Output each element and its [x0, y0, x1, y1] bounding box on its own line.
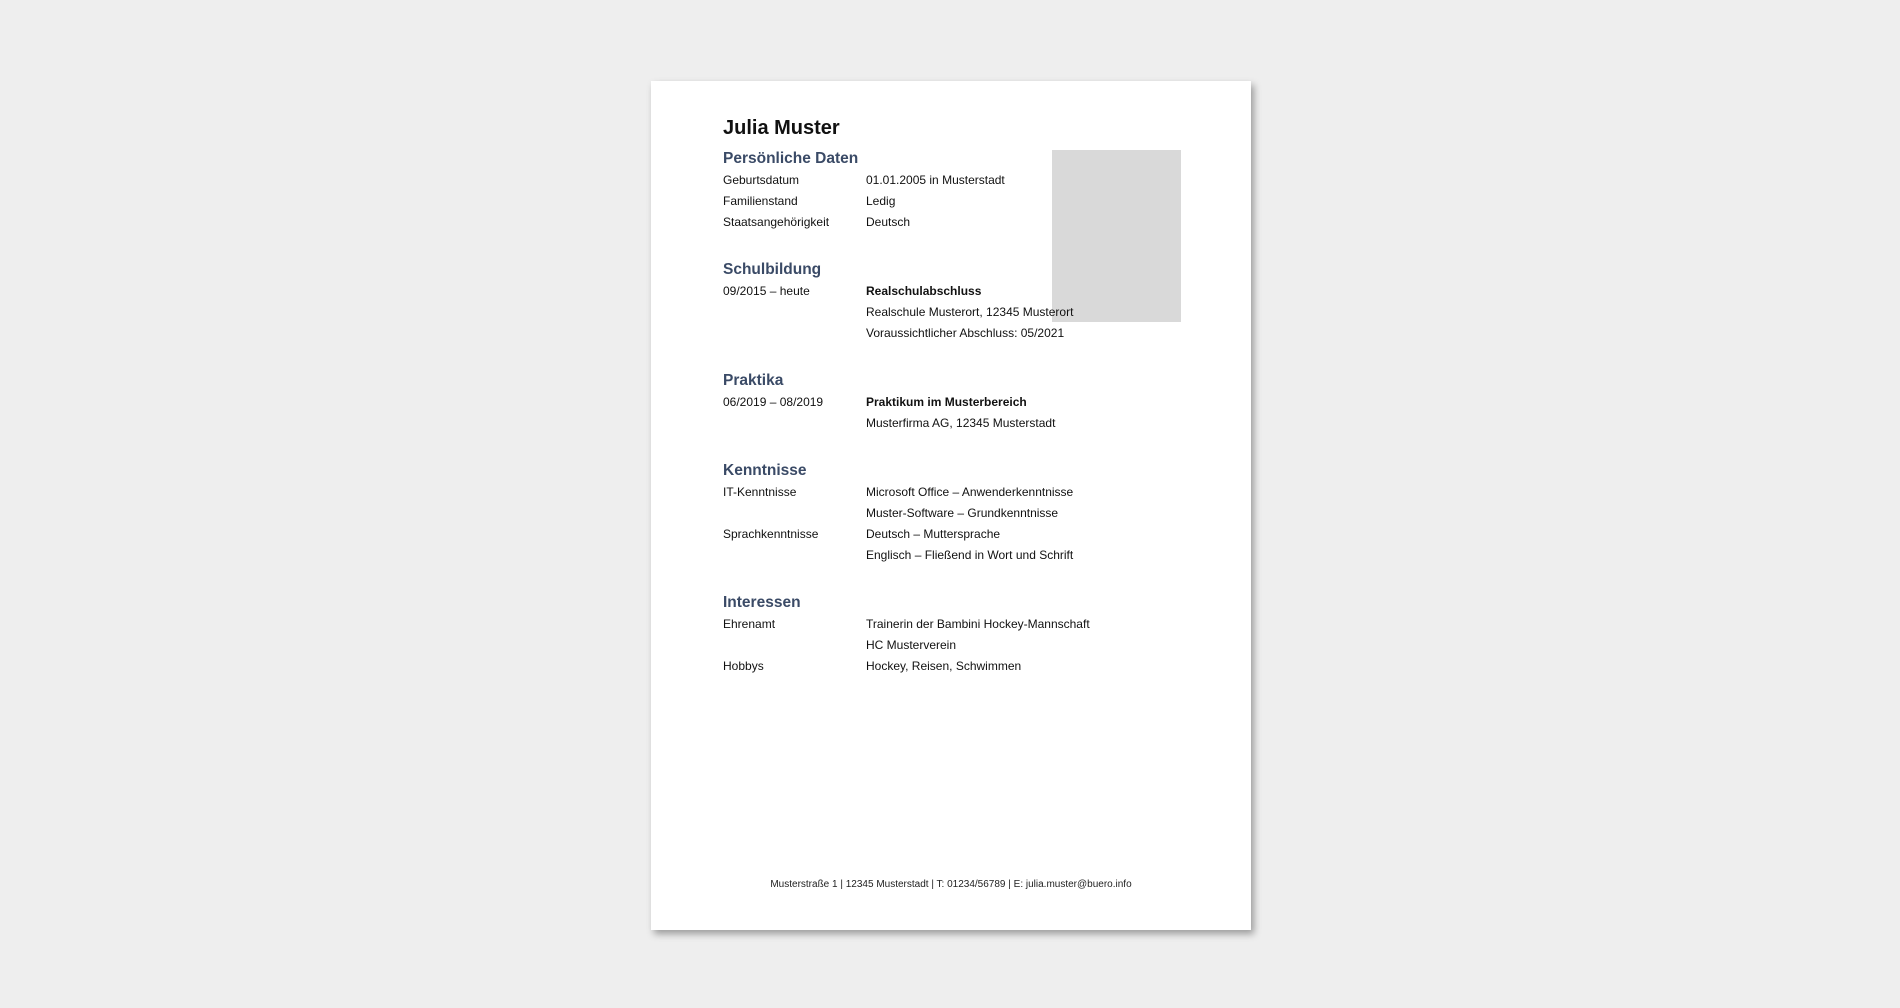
personal-row: [723, 170, 1163, 191]
period-label: 09/2015 – heute: [723, 284, 810, 298]
entry-detail: Voraussichtlicher Abschluss: 05/2021: [866, 326, 1065, 340]
personal-row: [723, 191, 1163, 212]
school-row: [723, 281, 1163, 302]
row-value: Deutsch – Muttersprache: [866, 527, 1001, 541]
row-label: Sprachkenntnisse: [723, 527, 819, 541]
skills-row: [723, 545, 1163, 566]
row-label-empty: [723, 635, 866, 656]
section-personal-data: [723, 147, 1163, 233]
row-label: IT-Kenntnisse: [723, 485, 797, 499]
document-page: [651, 81, 1251, 930]
skills-row: [723, 524, 1163, 545]
row-label-empty: [723, 545, 866, 566]
entry-detail: Realschule Musterort, 12345 Musterort: [866, 305, 1074, 319]
row-value: Muster-Software – Grundkenntnisse: [866, 506, 1059, 520]
section-title: Persönliche Daten: [723, 150, 859, 167]
applicant-name: Julia Muster: [723, 117, 840, 139]
row-label-empty: [723, 503, 866, 524]
personal-row: [723, 212, 1163, 233]
section-title: Schulbildung: [723, 261, 822, 278]
entry-heading: Realschulabschluss: [866, 284, 982, 298]
entry-heading: Praktikum im Musterbereich: [866, 395, 1027, 409]
row-value: 01.01.2005 in Musterstadt: [866, 173, 1005, 187]
section-title: Interessen: [723, 594, 801, 611]
section-title: Praktika: [723, 372, 784, 389]
row-label: Hobbys: [723, 659, 764, 673]
row-value: HC Musterverein: [866, 638, 957, 652]
row-label: Geburtsdatum: [723, 173, 800, 187]
row-value: Ledig: [866, 194, 896, 208]
interests-row: [723, 635, 1163, 656]
skills-row: [723, 482, 1163, 503]
section-school-education: [723, 258, 1163, 344]
interests-row: [723, 614, 1163, 635]
row-label-empty: [723, 323, 866, 344]
school-row: [723, 323, 1163, 344]
internship-row: [723, 413, 1163, 434]
row-label: Familienstand: [723, 194, 798, 208]
row-value: Hockey, Reisen, Schwimmen: [866, 659, 1022, 673]
row-value: Microsoft Office – Anwenderkenntnisse: [866, 485, 1074, 499]
section-title: Kenntnisse: [723, 462, 807, 479]
contact-footer: Musterstraße 1 | 12345 Musterstadt | T: 01234/56789 | E: julia.muster@buero.info: [770, 879, 1132, 890]
entry-detail: Musterfirma AG, 12345 Musterstadt: [866, 416, 1056, 430]
section-skills: [723, 459, 1163, 566]
interests-row: [723, 656, 1163, 677]
section-internships: [723, 369, 1163, 434]
school-row: [723, 302, 1163, 323]
internship-row: [723, 392, 1163, 413]
section-interests: [723, 591, 1163, 677]
skills-row: [723, 503, 1163, 524]
period-label: 06/2019 – 08/2019: [723, 395, 824, 409]
row-value: Deutsch: [866, 215, 911, 229]
row-label: Staatsangehörigkeit: [723, 215, 830, 229]
row-label: Ehrenamt: [723, 617, 776, 631]
row-value: Trainerin der Bambini Hockey-Mannschaft: [866, 617, 1090, 631]
row-value: Englisch – Fließend in Wort und Schrift: [866, 548, 1074, 562]
row-label-empty: [723, 302, 866, 323]
row-label-empty: [723, 413, 866, 434]
